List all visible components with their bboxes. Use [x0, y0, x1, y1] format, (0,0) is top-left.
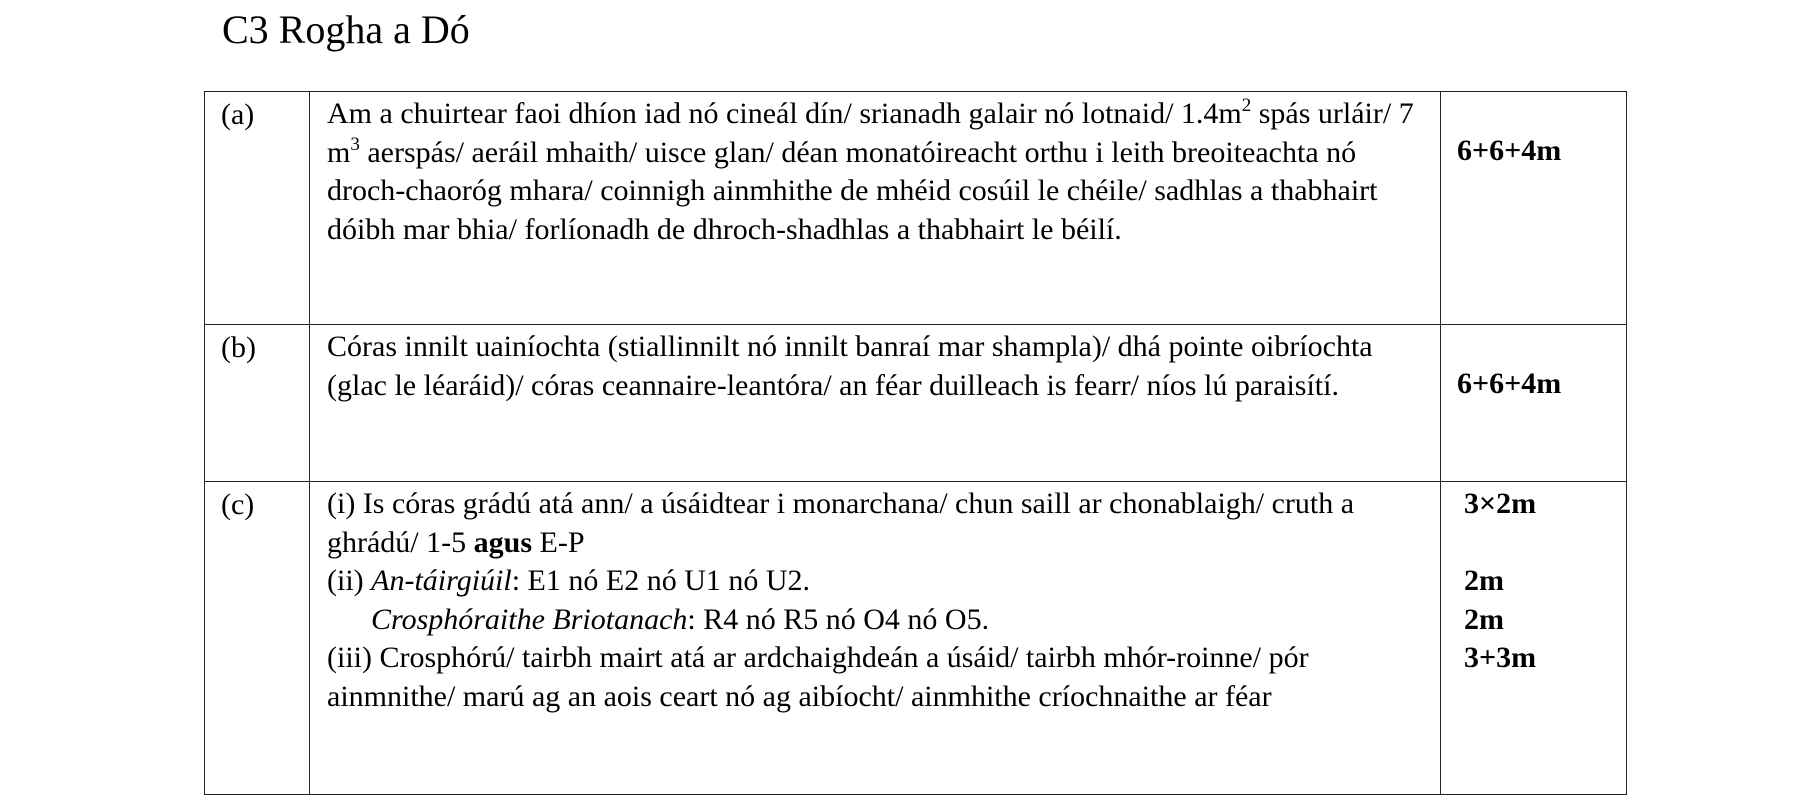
marks-value: 3+3m: [1464, 641, 1537, 674]
row-label-cell: [205, 92, 310, 325]
part-i-text-b: E-P: [532, 525, 585, 559]
marks-cell: [1441, 325, 1627, 482]
table-row-a: [205, 92, 1627, 325]
answer-text-cell: [310, 482, 1441, 795]
part-ii-text: [327, 562, 1428, 601]
part-ii-prefix: (ii): [327, 564, 372, 597]
part-ii-italic: An-táirgiúil: [371, 564, 512, 597]
marks-gap: [1464, 524, 1626, 563]
marks-value: 3×2m: [1464, 487, 1537, 520]
part-ii-rest: : E1 nó E2 nó U1 nó U2.: [511, 564, 811, 597]
marks-cell: [1441, 482, 1627, 795]
part-i-text: [327, 485, 1428, 562]
part-ii-second-line: [327, 601, 1428, 640]
marks-value: 2m: [1464, 602, 1504, 636]
answer-text: Córas innilt uainíochta (stiallinnilt nó innilt banraí mar shampla)/ dhá pointe oibríochta (glac le léaráid)/ córas ceannaire-leantóra/ an féar duilleach is fearr/ níos lú paraisítí.: [327, 330, 1373, 402]
answer-text-part: aerspás/ aeráil mhaith/ uisce glan/ déan monatóireacht orthu i leith breoiteachta nó droch-chaoróg mhara/ coinnigh ainmhithe de mhéid cosúil le chéile/ sadhlas a thabhairt dóibh mar bhia/ forlíonadh de dhroch-shadhlas a thabhairt le béilí.: [327, 135, 1378, 246]
answer-text-part: Am a chuirtear faoi dhíon iad nó cineál dín/ srianadh galair nó lotnaid/ 1.4m: [327, 97, 1242, 130]
row-label: (b): [221, 331, 256, 364]
row-label-cell: [205, 482, 310, 795]
marks-cell: [1441, 92, 1627, 325]
part-iii-text: (iii) Crosphórú/ tairbh mairt atá ar ardchaighdeán a úsáid/ tairbh mhór-roinne/ pór ainmnithe/ marú ag an aois ceart nó ag aibíocht/ ainmhithe críochnaithe ar féar: [327, 641, 1309, 713]
marks-list: [1441, 482, 1626, 678]
row-label-cell: [205, 325, 310, 482]
page-title: C3 Rogha a Dó: [222, 7, 470, 52]
answer-text-cell: [310, 92, 1441, 325]
answer-text-part: spás urláir/ 7 m: [327, 97, 1414, 169]
superscript-squared: 2: [1241, 95, 1252, 116]
marks-value: 6+6+4m: [1457, 367, 1562, 400]
part-i-text-a: (i) Is córas grádú atá ann/ a úsáidtear i monarchana/ chun saill ar chonablaigh/ cruth a ghrádú/ 1-5: [327, 487, 1355, 559]
table-row-b: [205, 325, 1627, 482]
part-ii2-italic: Crosphóraithe Briotanach: [371, 602, 688, 636]
answer-text: [310, 92, 1440, 249]
part-ii2-rest: : R4 nó R5 nó O4 nó O5.: [687, 602, 990, 636]
answer-text-cell: [310, 325, 1441, 482]
part-i-bold: agus: [473, 525, 532, 559]
row-label: (c): [221, 488, 255, 521]
table-row-c: [205, 482, 1627, 795]
marks-value: 6+6+4m: [1457, 134, 1562, 167]
marking-scheme-table: [204, 91, 1627, 795]
row-label: (a): [221, 98, 255, 131]
marks-value: 2m: [1464, 564, 1504, 597]
superscript-cubed: 3: [350, 133, 360, 155]
answer-text: [310, 482, 1440, 716]
